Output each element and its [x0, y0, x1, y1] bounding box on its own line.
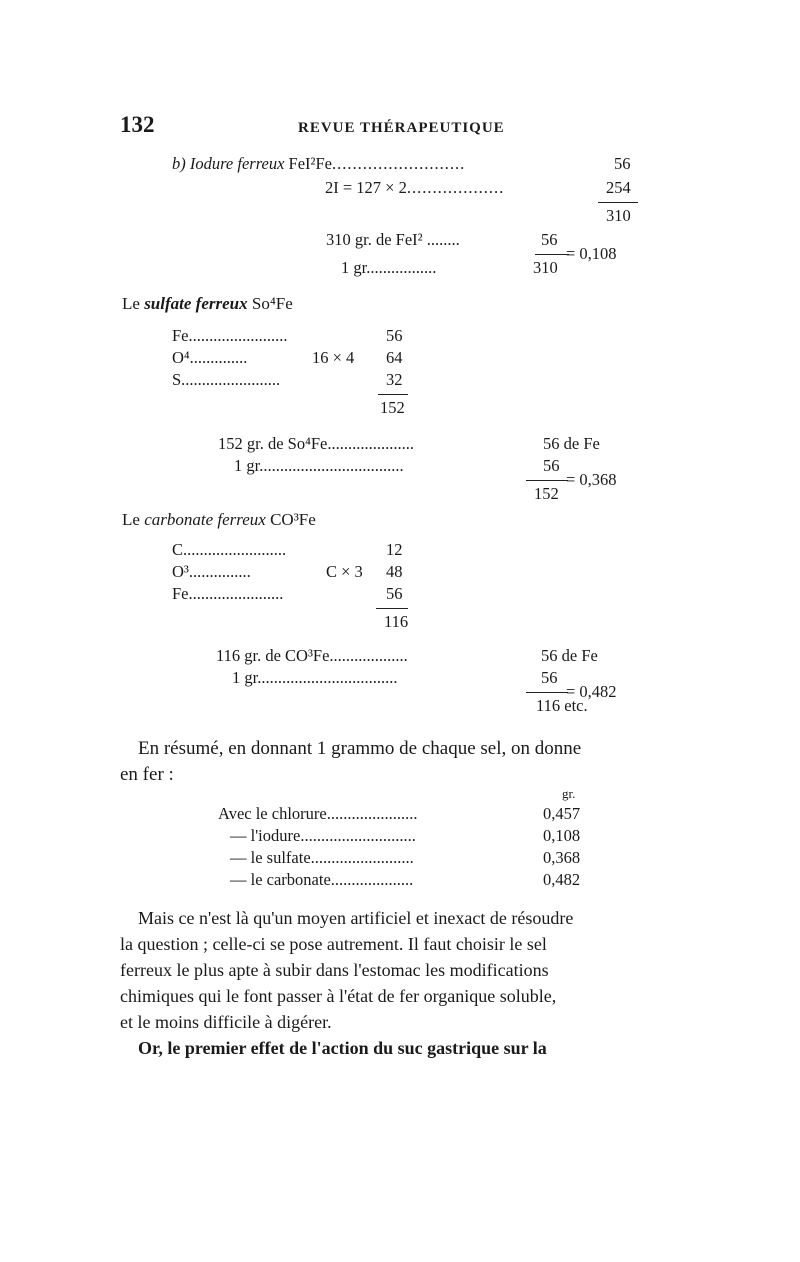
- page-number: 132: [120, 112, 155, 137]
- iodure-fraction-rule: [535, 254, 569, 255]
- sulfate-intro: [122, 294, 293, 314]
- sulfate-sum-rule: [378, 394, 408, 395]
- iodure-line1-dots: ..........................: [332, 154, 466, 173]
- iodure-ratio-top-value: 56: [541, 230, 558, 249]
- sulfate-fraction-rule: [526, 480, 568, 481]
- iodure-ratio-bot-left: 1 gr.................: [341, 258, 437, 277]
- sulfate-row-o-label: O⁴..............: [172, 348, 248, 367]
- iodure-total: 310: [606, 206, 631, 225]
- iodure-line2-text: 2I = 127 × 2: [325, 178, 407, 197]
- carbonate-total: 116: [384, 612, 409, 631]
- carbonate-ratio-denominator: 116 etc.: [536, 696, 588, 715]
- summary-row-chlorure-value: 0,457: [543, 804, 581, 823]
- iodure-label-name: Iodure ferreux: [189, 154, 285, 173]
- sulfate-result: = 0,368: [566, 470, 617, 489]
- summary-row-carbonate-value: 0,482: [543, 870, 581, 889]
- carbonate-intro-name: carbonate ferreux: [144, 510, 266, 529]
- summary-unit: gr.: [562, 786, 576, 801]
- carbonate-row-o-mult: C × 3: [326, 562, 363, 581]
- sulfate-row-s-value: 32: [386, 370, 403, 389]
- iodure-line2-value: 254: [606, 178, 631, 197]
- summary-intro-line-1: En résumé, en donnant 1 grammo de chaque sel, on donne: [138, 738, 582, 759]
- sulfate-intro-le: Le: [122, 294, 140, 313]
- sulfate-ratio-bot-value: 56: [543, 456, 560, 475]
- sulfate-row-s-label: S........................: [172, 370, 281, 389]
- iodure-line-1: [172, 154, 465, 174]
- iodure-line-2: [325, 178, 504, 198]
- iodure-line1-value: 56: [614, 154, 631, 173]
- iodure-ratio-bot-value: 310: [533, 258, 558, 277]
- carbonate-row-o-label: O³...............: [172, 562, 251, 581]
- carbonate-ratio-bot-left: 1 gr..................................: [232, 668, 398, 687]
- sulfate-ratio-bot-left: 1 gr...................................: [234, 456, 404, 475]
- running-title: REVUE THÉRAPEUTIQUE: [298, 120, 505, 136]
- summary-row-chlorure-label: Avec le chlorure......................: [218, 804, 418, 823]
- carbonate-row-c-label: C.........................: [172, 540, 287, 559]
- carbonate-result: = 0,482: [566, 682, 617, 701]
- carbonate-ratio-top-value: 56 de Fe: [541, 646, 598, 665]
- sulfate-row-o-value: 64: [386, 348, 403, 367]
- summary-intro-line-2: en fer :: [120, 764, 174, 785]
- sulfate-ratio-top-left: 152 gr. de So⁴Fe.....................: [218, 434, 414, 453]
- iodure-result: = 0,108: [566, 244, 617, 263]
- carbonate-ratio-top-left: 116 gr. de CO³Fe...................: [216, 646, 408, 665]
- iodure-sum-rule: [598, 202, 638, 203]
- sulfate-total: 152: [380, 398, 405, 417]
- sulfate-row-o-mult: 16 × 4: [312, 348, 355, 367]
- paragraph-line-3: ferreux le plus apte à subir dans l'estomac les modifications: [120, 960, 549, 980]
- carbonate-fraction-rule: [526, 692, 568, 693]
- carbonate-row-o-value: 48: [386, 562, 403, 581]
- sulfate-intro-name: sulfate ferreux: [144, 294, 248, 313]
- sulfate-ratio-top-value: 56 de Fe: [543, 434, 600, 453]
- summary-row-iodure-value: 0,108: [543, 826, 581, 845]
- carbonate-row-fe-value: 56: [386, 584, 403, 603]
- paragraph-line-5: et le moins difficile à digérer.: [120, 1012, 332, 1032]
- paragraph-line-1: Mais ce n'est là qu'un moyen artificiel et inexact de résoudre: [138, 908, 574, 928]
- paragraph-line-4: chimiques qui le font passer à l'état de fer organique soluble,: [120, 986, 557, 1006]
- sulfate-row-fe-label: Fe........................: [172, 326, 288, 345]
- carbonate-sum-rule: [376, 608, 408, 609]
- iodure-line2-dots: ...................: [406, 178, 505, 197]
- carbonate-intro: [122, 510, 316, 530]
- carbonate-row-fe-label: Fe.......................: [172, 584, 284, 603]
- sulfate-ratio-denominator: 152: [534, 484, 559, 503]
- iodure-label-b: b): [172, 154, 186, 173]
- summary-row-iodure-label: — l'iodure............................: [230, 826, 416, 845]
- sulfate-row-fe-value: 56: [386, 326, 403, 345]
- carbonate-intro-formula: CO³Fe: [270, 510, 316, 529]
- summary-row-carbonate-label: — le carbonate....................: [230, 870, 414, 889]
- carbonate-row-c-value: 12: [386, 540, 403, 559]
- paragraph-line-2: la question ; celle-ci se pose autrement. Il faut choisir le sel: [120, 934, 547, 954]
- paragraph-last-line: Or, le premier effet de l'action du suc gastrique sur la: [138, 1038, 547, 1058]
- carbonate-ratio-bot-value: 56: [541, 668, 558, 687]
- iodure-formula: FeI²Fe: [288, 154, 332, 173]
- summary-row-sulfate-value: 0,368: [543, 848, 581, 867]
- carbonate-intro-le: Le: [122, 510, 140, 529]
- summary-row-sulfate-label: — le sulfate.........................: [230, 848, 414, 867]
- iodure-ratio-top-left: 310 gr. de FeI² ........: [326, 230, 460, 249]
- sulfate-intro-formula: So⁴Fe: [251, 294, 293, 313]
